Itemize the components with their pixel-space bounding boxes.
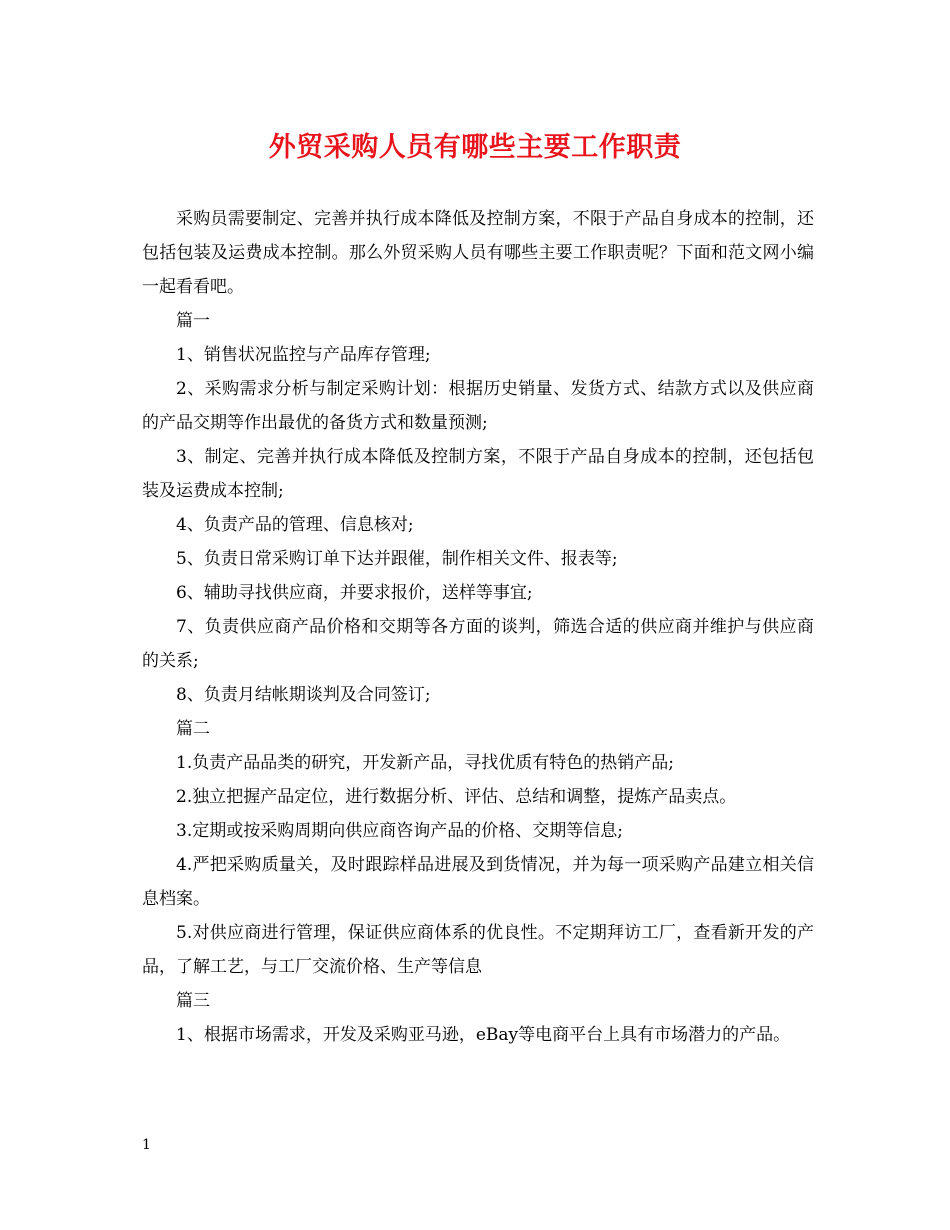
section-heading: 篇二 <box>176 719 210 739</box>
list-item: 6、辅助寻找供应商，并要求报价，送样等事宜; <box>176 583 533 603</box>
list-item: 7、负责供应商产品价格和交期等各方面的谈判，筛选合适的供应商并维护与供应商的关系; <box>142 617 814 671</box>
intro-paragraph: 采购员需要制定、完善并执行成本降低及控制方案，不限于产品自身成本的控制，还包括包装及运费成本控制。那么外贸采购人员有哪些主要工作职责呢？下面和范文网小编一起看看吧。 <box>142 209 814 297</box>
list-item: 3、制定、完善并执行成本降低及控制方案，不限于产品自身成本的控制，还包括包装及运费成本控制; <box>142 447 814 501</box>
section-heading: 篇三 <box>176 991 210 1011</box>
list-item: 1、销售状况监控与产品库存管理; <box>176 345 431 365</box>
list-item: 8、负责月结帐期谈判及合同签订; <box>176 685 431 705</box>
list-item: 1.负责产品品类的研究，开发新产品，寻找优质有特色的热销产品; <box>176 753 674 773</box>
list-item: 3.定期或按采购周期向供应商咨询产品的价格、交期等信息; <box>176 821 623 841</box>
list-item: 4.严把采购质量关，及时跟踪样品进展及到货情况，并为每一项采购产品建立相关信息档案。 <box>142 855 814 909</box>
section-heading: 篇一 <box>176 311 210 331</box>
page-number: 1 <box>142 1137 151 1153</box>
list-item: 2、采购需求分析与制定采购计划：根据历史销量、发货方式、结款方式以及供应商的产品交期等作出最优的备货方式和数量预测; <box>142 379 814 433</box>
list-item: 2.独立把握产品定位，进行数据分析、评估、总结和调整，提炼产品卖点。 <box>176 787 737 807</box>
list-item: 5.对供应商进行管理，保证供应商体系的优良性。不定期拜访工厂，查看新开发的产品，了解工艺，与工厂交流价格、生产等信息 <box>142 923 814 977</box>
list-item: 1、根据市场需求，开发及采购亚马逊，eBay等电商平台上具有市场潜力的产品。 <box>176 1025 791 1045</box>
list-item: 5、负责日常采购订单下达并跟催，制作相关文件、报表等; <box>176 549 618 569</box>
document-title: 外贸采购人员有哪些主要工作职责 <box>268 132 682 163</box>
list-item: 4、负责产品的管理、信息核对; <box>176 515 414 535</box>
document-body <box>142 202 814 1052</box>
